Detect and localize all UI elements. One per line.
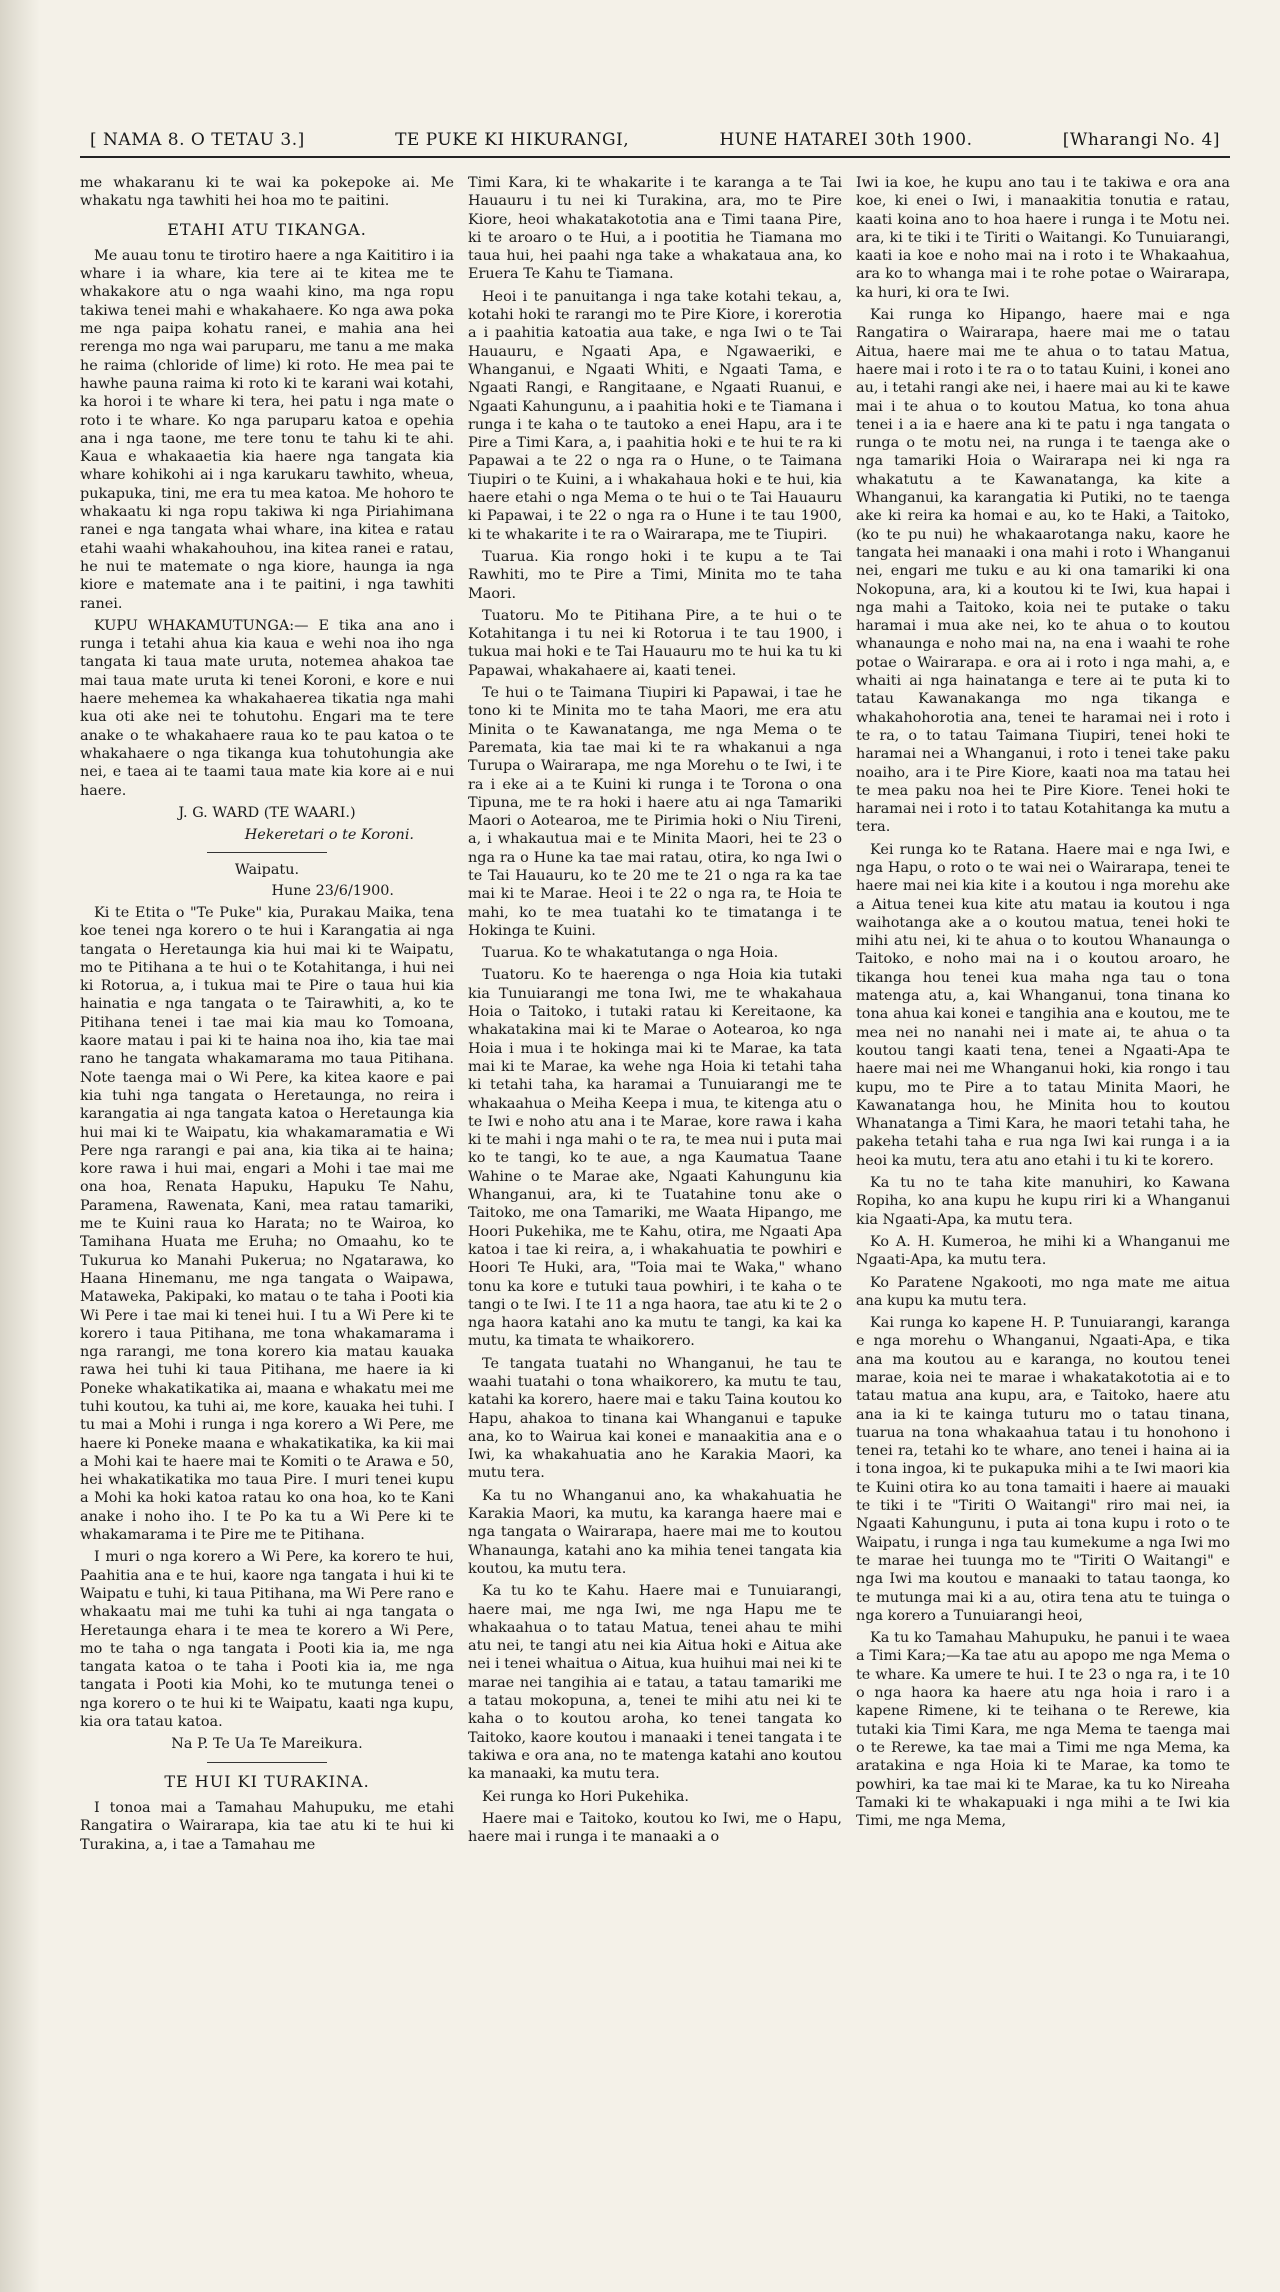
issue-number: [ NAMA 8. O TETAU 3.] bbox=[90, 130, 305, 150]
paragraph: Te hui o te Taimana Tiupiri ki Papawai, i tae he tono ki te Minita mo te taha Maori, me era atu Minita o te Kawanatanga, me nga Mema o te Paremata, kia tae mai ki te ra whakanui a nga Turupa o Wairarapa, me nga Morehu o te Iwi, i te ra i eke ai a te Kuini ki runga i te Torona o ona Tipuna, me te ra hoki i haere atu ai nga Tamariki Maori o Aotearoa, me te Pirimia hoki o Niu Tireni, a, i whakautua mai e te Minita Maori, hei te 23 o nga ra o Hune ka tae mai ratau, otira, ko nga Iwi o te Tai Hauauru, ko te 20 me te 21 o nga ra ka tae mai ki te Marae. Heoi i te 22 o nga ra, te Hoia te mahi, ko te mea tuatahi ko te timatanga i te Hokinga te Kuini. bbox=[468, 685, 842, 939]
signature: J. G. WARD (TE WAARI.) bbox=[178, 804, 356, 821]
masthead bbox=[80, 130, 1230, 158]
signature-role: Hekeretari o te Koroni. bbox=[244, 827, 414, 844]
paragraph: Kai runga ko kapene H. P. Tunuiarangi, karanga e nga morehu o Whanganui, Ngaati-Apa, e tika ana ma koutou au e karanga, no koutou tenei marae, koia nei te marae i whakatakototia ai e to tatau matua ana kupu, ara, e Taitoko, haere atu ana ia ki te kainga tuturu mo o tatau tinana, tuarua na tona whakaahua tatau i tu honohono i tenei ra, tetahi ko te whare, ano tenei i haina ai ia i tona ingoa, ki te pukapuka mihi a te Iwi maori kia te Kuini otira ko au tona tamaiti i haere ai mauaki te tiki i te "Tiriti O Waitangi" riro mai nei, ia Ngaati Kahungunu, i puta ai tona kupu i roto o te Waipatu, i runga i nga tau kumekume a nga Iwi mo te marae hei tuunga mo te "Tiriti O Waitangi" e nga Iwi ma koutou e manaaki to tatau taonga, ko te mutunga mai ki a au, otira tena atu te tuinga o nga korero a Tunuiarangi heoi, bbox=[856, 1315, 1230, 1624]
columns bbox=[80, 174, 1230, 2254]
paragraph: Kei runga ko te Ratana. Haere mai e nga Iwi, e nga Hapu, o roto o te wai nei o Wairarapa, tenei te haere mai nei kia kite i a koutou i nga morehu ake a Aitua tenei kua kite atu matau ia koutou i nga waihotanga ake a o koutou matua, tenei hoki te mihi atu nei, ki te ahua o to koutou Whanaunga o Taitoko, e noho mai na i o koutou aroaro, he tikanga hou tenei kua maha nga tau o tona matenga atu, a, kai Whanganui, tona tinana ko tona ahua kai konei e tangihia ana e koutou, me te mea nei no nanahi nei i mate ai, te ahua o ta koutou tangi kaati tena, tenei a Ngaati-Apa te haere mai nei me Whanganui hoki, kia rongo i tau kupu, mo te Pire a to tatau Minita Maori, he Kawanatanga hou, he Minita hou to koutou Whanatanga a Timi Kara, he maori tetahi taha, he pakeha tetahi taha e rua nga Iwi kai runga i a ia heoi ka mutu, tera atu ano etahi i tu ki te korero. bbox=[856, 841, 1230, 1169]
paragraph: KUPU WHAKAMUTUNGA:— E tika ana ano i runga i tetahi ahua kia kaua e wehi noa iho nga tangata ki taua mate uruta, notemea ahakoa tae mai taua mate uruta ki tenei Koroni, e kore e nui haere mehemea ka whakahaerea tikatia nga mahi kua oti ake nei te tohutohu. Engari ma te tere anake o te whakahaere raua ko te pau katoa o te whakahaere o nga tikanga kua tohutohungia ake nei, e taea ai te taami taua mate kia kore ai e nui haere. bbox=[80, 617, 454, 799]
divider bbox=[207, 1762, 327, 1763]
issue-date: HUNE HATAREI 30th 1900. bbox=[719, 130, 973, 150]
column-2 bbox=[468, 174, 842, 2254]
paragraph: Ko Paratene Ngakooti, mo nga mate me aitua ana kupu ka mutu tera. bbox=[856, 1274, 1230, 1309]
paragraph: Te tangata tuatahi no Whanganui, he tau te waahi tuatahi o tona whaikorero, ka mutu te tau, katahi ka korero, haere mai e taku Taina koutou ko Hapu, ahakoa to tinana kai Whanganui e tapuke ana, ko to Wairua kai konei e manaakitia ana e o Iwi, ka whakahuatia ano he Karakia Maori, ka mutu tera. bbox=[468, 1355, 842, 1482]
column-1 bbox=[80, 174, 454, 2254]
paragraph: Iwi ia koe, he kupu ano tau i te takiwa e ora ana koe, ki enei o Iwi, i manaakitia tonutia e ratau, kaati koina ano to hoa haere i runga i te Motu nei. ara, ki te tiki i te Tiriti o Waitangi. Ko Tunuiarangi, kaati ia koe e noho mai na i roto i te Whakaahua, ara ko to whanga mai i te rohe potae o Wairarapa, ka huri, ki ora te Iwi. bbox=[856, 175, 1230, 301]
paragraph: I tonoa mai a Tamahau Mahupuku, me etahi Rangatira o Wairarapa, kia tae atu ki te hui ki Turakina, a, i tae a Tamahau me bbox=[80, 1799, 454, 1853]
paragraph: Haere mai e Taitoko, koutou ko Iwi, me o Hapu, haere mai i runga i te manaaki a o bbox=[468, 1810, 842, 1846]
paragraph: Tuarua. Kia rongo hoki i te kupu a te Tai Rawhiti, mo te Pire a Timi, Minita mo te taha Maori. bbox=[468, 548, 842, 602]
paragraph: Kei runga ko Hori Pukehika. bbox=[482, 1788, 689, 1805]
paragraph: Ka tu ko Tamahau Mahupuku, he panui i te waea a Timi Kara;—Ka tae atu au apopo me nga Mema o te whare. Ka umere te hui. I te 23 o nga ra, i te 10 o nga haora ka haere atu nga hoia i raro i a kapene Rimene, ki te teihana o te Rerewe, kia tutaki kia Timi Kara, me nga Mema te taenga mai o te Rerewe, ka tae mai a Timi me nga Mema, ka aratakina e nga Hoia ki te Marae, ka tomo te powhiri, ka tae mai ki te Marae, ka tu ko Nireaha Tamaki ki te whakapuaki i nga mihi a te Iwi kia Timi, me nga Mema, bbox=[856, 1630, 1230, 1830]
newspaper-page bbox=[80, 130, 1230, 2260]
paragraph: Tuatoru. Mo te Pitihana Pire, a te hui o te Kotahitanga i tu nei ki Rotorua i te tau 1900, i tukua mai hoki e te Tai Hauauru mo te hui ka tu ki Papawai, whakahaere ai, kaati tenei. bbox=[468, 607, 842, 679]
paragraph: Ka tu no Whanganui ano, ka whakahuatia he Karakia Maori, ka mutu, ka karanga haere mai e nga tangata o Wairarapa, haere mai me to koutou Whanaunga, katahi ano ka mihia tenei tangata kia koutou, ka mutu tera. bbox=[468, 1487, 842, 1577]
signature: Na P. Te Ua Te Mareikura. bbox=[171, 1736, 363, 1753]
divider bbox=[207, 852, 327, 853]
page-edge-shadow bbox=[0, 0, 40, 2292]
paragraph: me whakaranu ki te wai ka pokepoke ai. Me whakatu nga tawhiti hei hoa mo te paitini. bbox=[80, 175, 454, 210]
section-heading: TE HUI KI TURAKINA. bbox=[164, 1771, 370, 1791]
column-3 bbox=[856, 174, 1230, 2254]
paragraph: Tuarua. Ko te whakatutanga o nga Hoia. bbox=[482, 945, 779, 962]
paragraph: Ka tu no te taha kite manuhiri, ko Kawana Ropiha, ko ana kupu he kupu riri ki a Whanganui kia Ngaati-Apa, ka mutu tera. bbox=[856, 1175, 1230, 1228]
paper-title: TE PUKE KI HIKURANGI, bbox=[395, 130, 630, 150]
paragraph: Ka tu ko te Kahu. Haere mai e Tunuiarangi, haere mai, me nga Iwi, me nga Hapu me te whakaahua o to tatau Matua, tenei ahau te mihi atu nei, te tangi atu nei kia Aitua hoki e Aitua ake nei i tenei whaitua o Aitua, kua huihui mai nei ki te marae nei tangihia ai e tatau, a tatau tamariki me a tatau mokopuna, a, tenei te mihi atu nei ki te kaha o to koutou aroha, ko tenei tangata ko Taitoko, kaore koutou i manaaki i tenei tangata i te takiwa e ora ana, no te matenga katahi ano koutou ka manaaki, ka mutu tera. bbox=[468, 1583, 842, 1783]
paragraph: Ko A. H. Kumeroa, he mihi ki a Whanganui me Ngaati-Apa, ka mutu tera. bbox=[856, 1233, 1230, 1269]
page-number: [Wharangi No. 4] bbox=[1062, 130, 1220, 150]
paragraph: Tuatoru. Ko te haerenga o nga Hoia kia tutaki kia Tunuiarangi me tona Iwi, me te whakahaua Hoia o Taitoko, i tutaki ratau ki Kereitaone, ka whakatakina mai ki te Marae o Aotearoa, ko nga Hoia i mua i te hokinga mai ki te Marae, ka tata mai ki te Marae, ka wehe nga Hoia ki tetahi taha ki tetahi taha, ka haramai a Tunuiarangi me te whakaahua o Meiha Keepa i mua, te kitenga atu o te Iwi e noho atu ana i te Marae, kore rawa i kaha ki te mahi i nga mahi o te ra, te mea nui i puta mai ko te tangi, ko te aue, a nga Kaumatua Taane Wahine o te Marae ake, Ngaati Kahungunu kia Whanganui, ara, ki te Tuatahine tonu ake o Taitoko, me ona Tamariki, me Waata Hipango, me Hoori Pukehika, me te Kahu, otira, me Ngaati Apa katoa i tae ki reira, a, i whakahuatia te powhiri e Hoori Te Huki, ara, "Toia mai te Waka," whano tonu ka kore e tutuki taua powhiri, i te kaha o te tangi o te Iwi. I te 11 a nga haora, tae atu ki te 2 o nga haora katahi ano ka mutu te tangi, ka kai ka mutu, ka timata te whaikorero. bbox=[468, 967, 842, 1350]
paragraph: I muri o nga korero a Wi Pere, ka korero te hui, Paahitia ana e te hui, kaore nga tangata i hui ki te Waipatu e tuhi, ki taua Pitihana, ma Wi Pere rano e whakaatu mai me tuhi ka tuhi ai nga tangata o Heretaunga ehara i te mea te korero a Wi Pere, mo te taha o nga tangata i Pooti kia ia, me nga tangata katoa o te taha i Pooti kia ia, me nga tangata i Pooti kia Mohi, ko te mutunga tenei o nga korero o te hui ki te Waipatu, kaati nga kupu, kia ora tatau katoa. bbox=[80, 1549, 454, 1731]
section-heading: ETAHI ATU TIKANGA. bbox=[167, 219, 367, 239]
dateline-date: Hune 23/6/1900. bbox=[271, 882, 394, 899]
paragraph: Timi Kara, ki te whakarite i te karanga a te Tai Hauauru i tu nei ki Turakina, ara, mo te Pire Kiore, heoi whakatakototia ana e Timi taana Pire, ki te aroaro o te Hui, a i pootitia he Tiamana mo taua hui, hei paahi nga take a whakataua ana, ko Eruera Te Kahu te Tiamana. bbox=[468, 175, 842, 283]
paragraph: Me auau tonu te tirotiro haere a nga Kaititiro i ia whare i ia whare, kia tere ai te kitea me te whakakore atu o nga waahi kino, ma nga ropu takiwa tenei mahi e whakahaere. Ko nga awa poka me nga paipa kohatu ranei, e mahia ana hei rerenga mo nga wai paruparu, me tanu a me maka he raima (chloride of lime) ki roto. He mea pai te hawhe pauna raima ki roto ki te karani wai kotahi, ka horoi i te whare ki tera, hei patu i nga mate o roto i te whare. Ko nga paruparu katoa e opehia ana i nga taone, me tere tonu te tahu ki te ahi. Kaua e whakaaetia kia haere nga tangata kia whare kohikohi ai i nga karukaru tawhito, wheua, pukapuka, tini, me era tu mea katoa. Me hohoro te whakaatu ki nga ropu takiwa ki nga Piriahimana ranei e nga tangata whai whare, ina kitea e ratau etahi waahi whakahouhou, ina kitea ranei e ratau, he nui te matemate o nga kiore, haunga ia nga kiore e matemate ana i te paitini, i nga tawhiti ranei. bbox=[80, 247, 454, 612]
paragraph: Kai runga ko Hipango, haere mai e nga Rangatira o Wairarapa, haere mai me o tatau Aitua, haere mai me te ahua o to tatau Matua, haere mai i roto i te ra o to tatau Kuini, i konei ano au, i tetahi rangi ake nei, i haere mai au ki te kawe mai i te ahua o to koutou Matua, ko tona ahua tenei i a ia e haere ana ki te patu i nga tangata o runga o te motu nei, na runga i te taenga ake o nga tamariki Hoia o Wairarapa nei ki nga ra whakatutu a te Kawanatanga, ka kite a Whanganui, ka karangatia ki Putiki, no te taenga ake ki reira ka homai e au, ko te Haki, a Taitoko, (ko te pu nui) he whakaarotanga naku, kaore he tangata hei manaaki i ona mahi i roto i Whanganui nei, engari me tuku e au ki ona tamariki ki ona Nokopuna, ara, ki a koutou ki te Iwi, kua hapai i nga mahi a Taitoko, koia nei te putake o taku haramai i mua ake nei, ko te ahua o to koutou whanaunga e noho mai na, na ena i waahi te rohe potae o Wairarapa. e ora ai i roto i nga mahi, a, e whaiti ai nga hainatanga e tere ai te puta ki to tatau Kawanakanga mo nga tikanga e whakahohorotia ana, tenei te haramai nei i roto i te ra, o to tatau Taimana Tiupiri, tenei hoki te haramai nei a Whanganui, i roto i tenei take paku noaiho, ara i te Pire Kiore, kaati noa ma tatau hei te mea paku noa hei te Pire Kiore. Tenei hoki te haramai nei i roto i to tatau Kotahitanga ka mutu a tera. bbox=[856, 307, 1230, 836]
paragraph: Heoi i te panuitanga i nga take kotahi tekau, a, kotahi hoki te rarangi mo te Pire Kiore, i korerotia a i paahitia katoatia aua take, e nga Iwi o te Tai Hauauru, e Ngaati Apa, e Ngawaeriki, e Whanganui, e Ngaati Whiti, e Ngaati Tama, e Ngaati Rangi, e Rangitaane, e Ngaati Ruanui, e Ngaati Kahungunu, a i paahitia hoki e te Tiamana i runga i te kaha o te tautoko a enei Hapu, ara i te Pire a Timi Kara, a, i paahitia hoki e te hui te ra ki Papawai a te 22 o nga ra o Hune, o te Taimana Tiupiri o te Kuini, a i whakahaua hoki e te hui, kia haere etahi o nga Mema o te hui o te Tai Hauauru ki Papawai, i te 22 o nga ra o Hune i te tau 1900, ki te whakarite i te ra o Wairarapa, me te Tiupiri. bbox=[468, 288, 842, 543]
paragraph: Ki te Etita o "Te Puke" kia, Purakau Maika, tena koe tenei nga korero o te hui i Karangatia ai nga tangata o Heretaunga kia hui mai ki te Waipatu, mo te Pitihana a te hui o te Kotahitanga, i hui nei ki Rotorua, a, i tukua mai te Pire o taua hui kia hainatia e nga tangata o te Tairawhiti, a, ko te Pitihana tenei i tae mai kia mau ko Tomoana, kaore matau i pai ki te haina noa iho, kia tae mai rano he tangata whakamarama mo taua Pitihana. Note taenga mai o Wi Pere, ka kitea kaore e pai kia tuhi nga tangata o Heretaunga, no reira i karangatia ai nga tangata katoa o Heretaunga kia hui mai ki te Waipatu, kia whakamaramatia e Wi Pere nga rarangi e pai ana, kia tika ai te haina; kore rawa i hui mai, engari a Mohi i tae mai me ona hoa, Renata Hapuku, Hapuku Te Nahu, Paramena, Rawenata, Kani, mea ratau tamariki, me te Kuini raua ko Harata; no te Wairoa, ko Tamihana Huata me Eruha; no Omaahu, ko te Tukuruа ko Manahi Pukerua; no Ngatarawa, ko Haana Hinemanu, me nga tangata o Waipawa, Mataweka, Pakipaki, ko matau o te taha i Pooti kia Wi Pere i tae mai ki tenei hui. I tu a Wi Pere ki te korero i taua Pitihana, me tona whakamarama i nga rarangi, me tona korero kia matau kauaka rawa hei tuhi ki taua Pitihana, me haere ia ki Poneke whakatikatika ai, maana e whakatu mei me tuhi koutou, ka tuhi ai, me kore, kauaka hei tuhi. I tu mai a Mohi i runga i nga korero a Wi Pere, me haere ki Poneke maana e whakatikatika, ka kii mai a Mohi kai te haere mai te Komiti o te Arawa e 50, hei whakatikatika mo taua Pire. I muri tenei kupu a Mohi ka hoki katoa ratau ko ona hoa, ko te Kani anake i noho iho. I te Po ka tu a Wi Pere ki te whakamarama i te Pire me te Pitihana. bbox=[80, 904, 454, 1544]
dateline-place: Waipatu. bbox=[234, 862, 300, 879]
